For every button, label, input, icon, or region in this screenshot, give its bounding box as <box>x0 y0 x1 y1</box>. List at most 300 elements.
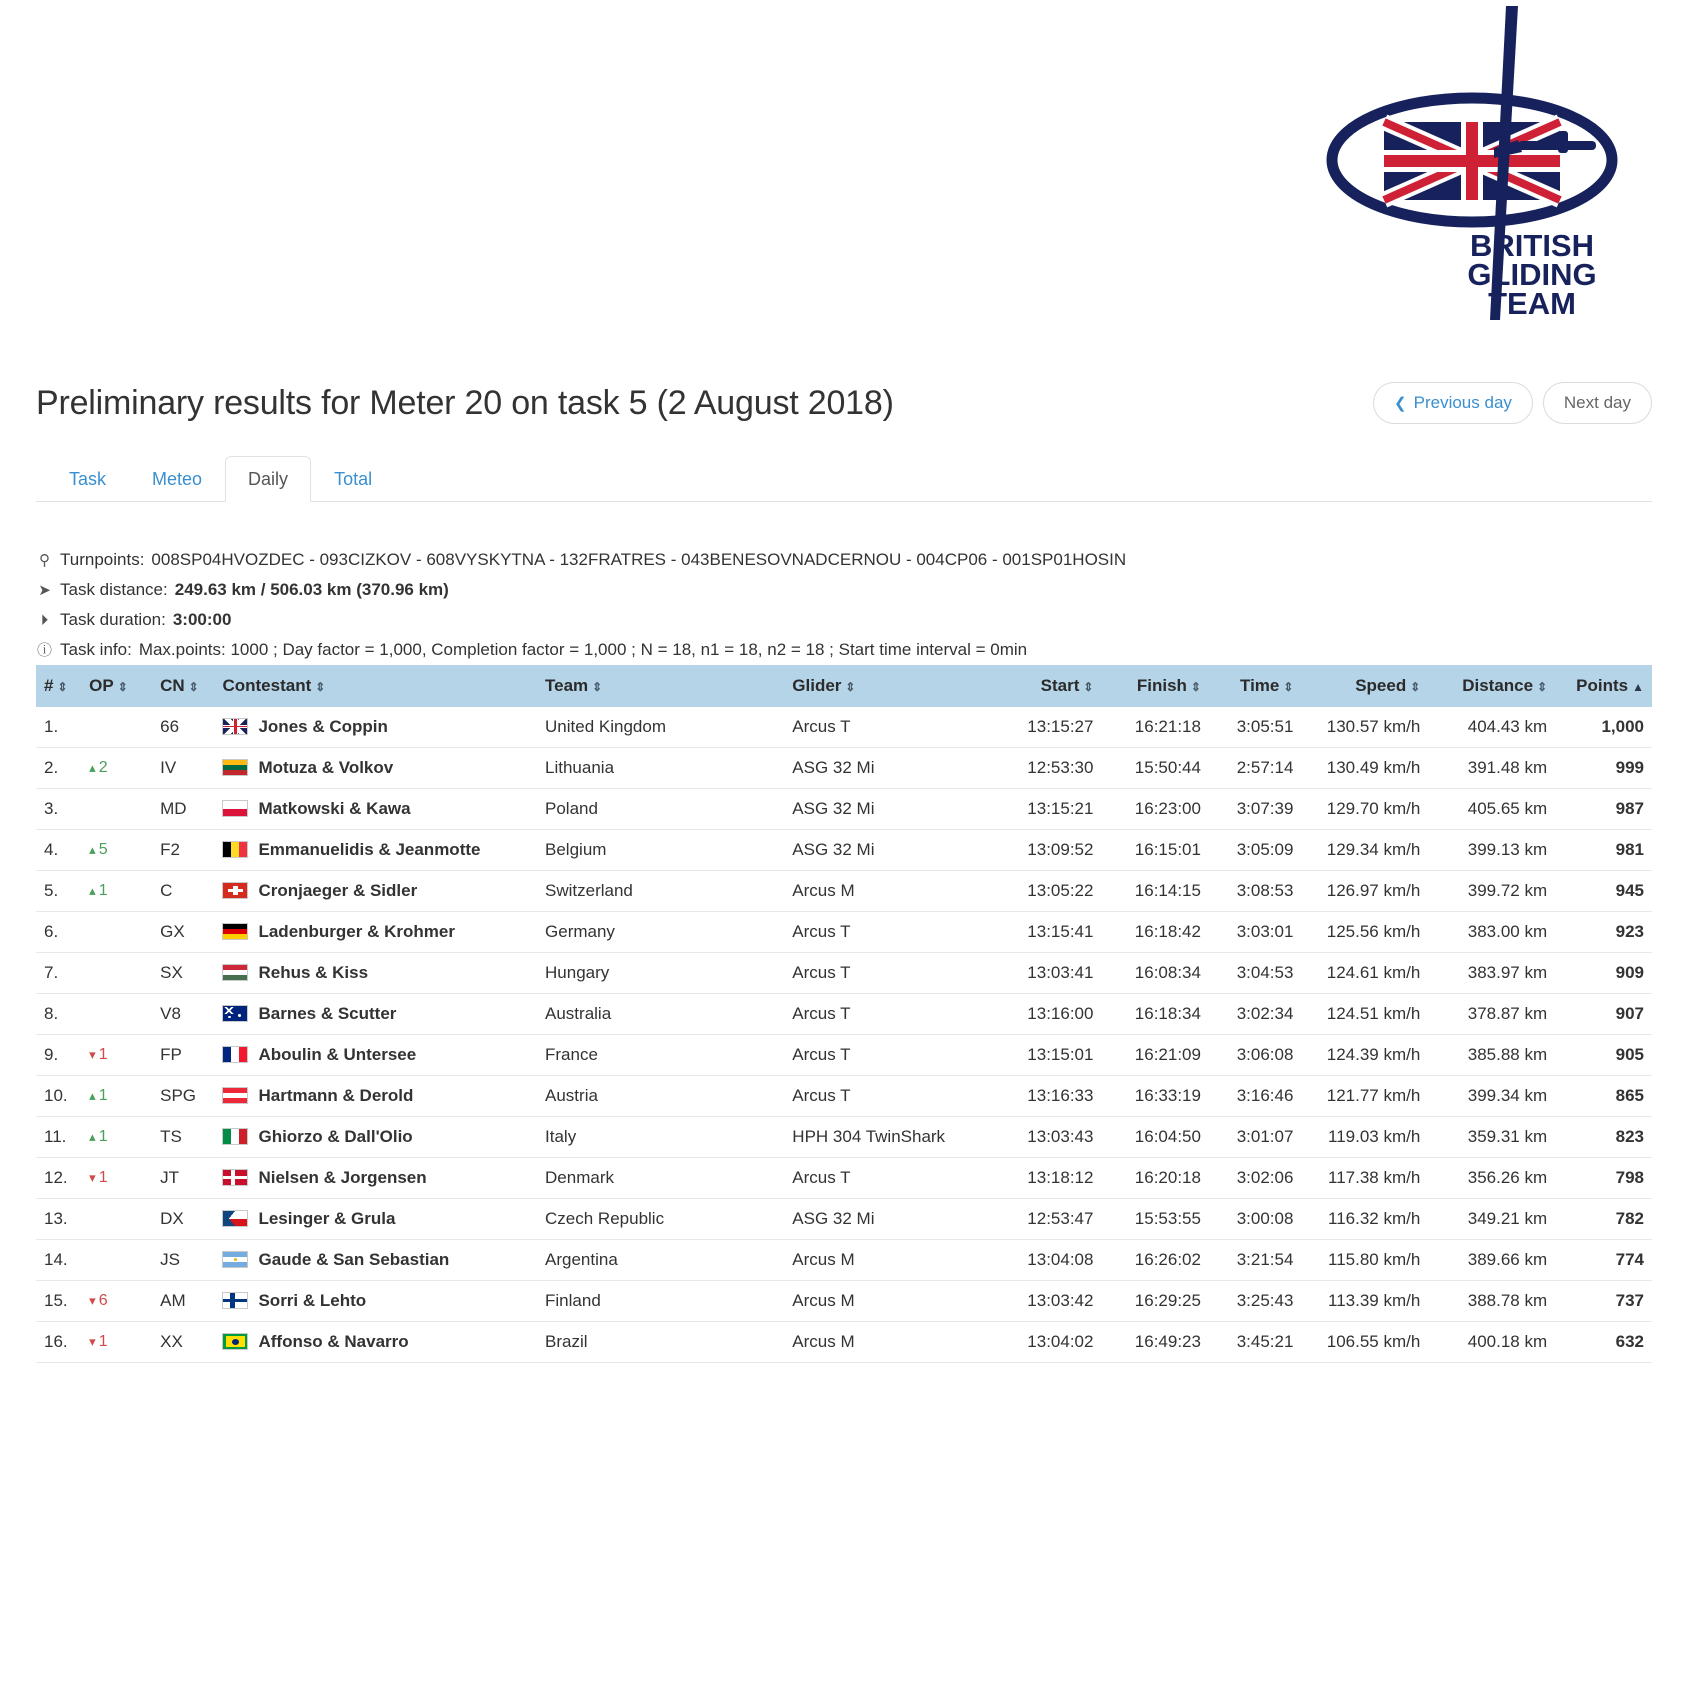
cell-op: ▴ 5 <box>81 830 152 871</box>
contestant-name: Cronjaeger & Sidler <box>258 881 418 900</box>
cell-speed: 106.55 km/h <box>1301 1322 1428 1363</box>
cell-glider: Arcus T <box>784 994 994 1035</box>
cell-time: 3:05:09 <box>1209 830 1301 871</box>
table-row[interactable] <box>36 994 1652 1035</box>
cell-time: 3:03:01 <box>1209 912 1301 953</box>
col-finish[interactable] <box>1101 665 1209 707</box>
tab-meteo[interactable]: Meteo <box>152 469 203 489</box>
cell-finish: 16:20:18 <box>1101 1158 1209 1199</box>
cell-cn[interactable]: 66 <box>152 707 214 748</box>
col-glider[interactable] <box>784 665 994 707</box>
cell-cn[interactable]: XX <box>152 1322 214 1363</box>
contestant-name: Rehus & Kiss <box>258 963 369 982</box>
flag-icon <box>222 1005 248 1022</box>
sort-icon: ⇕ <box>1410 680 1421 694</box>
cell-rank: 16. <box>36 1322 81 1363</box>
sort-icon: ⇕ <box>315 680 326 694</box>
cell-finish: 16:08:34 <box>1101 953 1209 994</box>
cell-speed: 116.32 km/h <box>1301 1199 1428 1240</box>
cell-op: ▾ 1 <box>81 1158 152 1199</box>
cell-team: United Kingdom <box>537 707 784 748</box>
cell-team: Australia <box>537 994 784 1035</box>
clock-icon: ⏵ <box>40 612 49 629</box>
cell-contestant <box>214 1035 537 1076</box>
cell-glider: Arcus M <box>784 1322 994 1363</box>
turnpoints-label: Turnpoints: <box>60 550 145 569</box>
cell-glider: ASG 32 Mi <box>784 789 994 830</box>
cell-team: Poland <box>537 789 784 830</box>
flag-icon <box>222 1046 248 1063</box>
cell-contestant <box>214 1322 537 1363</box>
table-row[interactable] <box>36 871 1652 912</box>
cell-speed: 124.39 km/h <box>1301 1035 1428 1076</box>
next-day-label: Next day <box>1563 393 1631 412</box>
cell-start: 13:04:08 <box>994 1240 1102 1281</box>
col-contestant[interactable] <box>214 665 537 707</box>
cell-rank: 7. <box>36 953 81 994</box>
cell-finish: 16:15:01 <box>1101 830 1209 871</box>
cell-distance: 404.43 km <box>1428 707 1555 748</box>
cell-start: 13:18:12 <box>994 1158 1102 1199</box>
previous-day-button[interactable] <box>1373 382 1533 424</box>
cell-rank: 10. <box>36 1076 81 1117</box>
location-pin-icon: ⚲ <box>39 552 50 569</box>
cell-distance: 405.65 km <box>1428 789 1555 830</box>
cell-team: Switzerland <box>537 871 784 912</box>
cell-start: 13:15:01 <box>994 1035 1102 1076</box>
cell-cn[interactable]: FP <box>152 1035 214 1076</box>
flag-icon <box>222 1251 248 1268</box>
col-rank-label: # <box>44 676 54 695</box>
table-row[interactable] <box>36 1199 1652 1240</box>
cell-op <box>81 1199 152 1240</box>
cell-points: 823 <box>1555 1117 1652 1158</box>
cell-speed: 130.57 km/h <box>1301 707 1428 748</box>
cell-start: 13:15:41 <box>994 912 1102 953</box>
cell-speed: 117.38 km/h <box>1301 1158 1428 1199</box>
col-finish-label: Finish <box>1136 676 1187 695</box>
cell-distance: 388.78 km <box>1428 1281 1555 1322</box>
cell-distance: 399.72 km <box>1428 871 1555 912</box>
flag-icon <box>222 800 248 817</box>
contestant-name: Motuza & Volkov <box>258 758 394 777</box>
cell-glider: Arcus M <box>784 1281 994 1322</box>
table-row[interactable] <box>36 1076 1652 1117</box>
cell-cn[interactable]: JT <box>152 1158 214 1199</box>
task-duration-row <box>36 605 1652 635</box>
cell-team: Lithuania <box>537 748 784 789</box>
table-row[interactable] <box>36 830 1652 871</box>
cell-rank: 8. <box>36 994 81 1035</box>
cell-start: 13:15:27 <box>994 707 1102 748</box>
contestant-name: Nielsen & Jorgensen <box>258 1168 427 1187</box>
table-row[interactable] <box>36 1281 1652 1322</box>
cell-cn[interactable]: C <box>152 871 214 912</box>
cell-speed: 129.34 km/h <box>1301 830 1428 871</box>
table-row[interactable] <box>36 707 1652 748</box>
page-title: Preliminary results for Meter 20 on task 5 (2 August 2018) <box>36 383 894 422</box>
task-duration-value: 3:00:00 <box>172 610 232 629</box>
sort-icon: ⇕ <box>592 680 603 694</box>
cell-finish: 16:18:42 <box>1101 912 1209 953</box>
cell-time: 3:02:06 <box>1209 1158 1301 1199</box>
cell-rank: 1. <box>36 707 81 748</box>
col-op[interactable] <box>81 665 152 707</box>
cell-rank: 5. <box>36 871 81 912</box>
cell-points: 737 <box>1555 1281 1652 1322</box>
cell-time: 3:07:39 <box>1209 789 1301 830</box>
cell-speed: 124.51 km/h <box>1301 994 1428 1035</box>
flag-icon <box>222 923 248 940</box>
col-cn[interactable] <box>152 665 214 707</box>
results-table <box>36 665 1652 1363</box>
cell-points: 987 <box>1555 789 1652 830</box>
flag-icon <box>222 1210 248 1227</box>
chevron-left-icon: ❮ <box>1394 394 1407 412</box>
contestant-name: Emmanuelidis & Jeanmotte <box>258 840 481 859</box>
cell-speed: 129.70 km/h <box>1301 789 1428 830</box>
title-row <box>36 382 1652 424</box>
cell-finish: 16:04:50 <box>1101 1117 1209 1158</box>
table-row[interactable] <box>36 1117 1652 1158</box>
cell-cn[interactable]: GX <box>152 912 214 953</box>
cell-rank: 3. <box>36 789 81 830</box>
cell-cn[interactable]: TS <box>152 1117 214 1158</box>
col-rank[interactable] <box>36 665 81 707</box>
cell-distance: 391.48 km <box>1428 748 1555 789</box>
cell-op <box>81 912 152 953</box>
cell-speed: 121.77 km/h <box>1301 1076 1428 1117</box>
turnpoints-row <box>36 545 1652 575</box>
cell-cn[interactable]: MD <box>152 789 214 830</box>
flag-icon <box>222 1292 248 1309</box>
cell-points: 632 <box>1555 1322 1652 1363</box>
cell-finish: 15:53:55 <box>1101 1199 1209 1240</box>
cell-speed: 130.49 km/h <box>1301 748 1428 789</box>
cell-rank: 12. <box>36 1158 81 1199</box>
cell-contestant <box>214 871 537 912</box>
task-duration-label: Task duration: <box>60 610 166 629</box>
cell-op <box>81 953 152 994</box>
col-speed-label: Speed <box>1355 676 1407 695</box>
cell-distance: 356.26 km <box>1428 1158 1555 1199</box>
cell-distance: 399.13 km <box>1428 830 1555 871</box>
cell-speed: 115.80 km/h <box>1301 1240 1428 1281</box>
cell-cn[interactable]: DX <box>152 1199 214 1240</box>
cell-time: 3:01:07 <box>1209 1117 1301 1158</box>
tab-task[interactable]: Task <box>69 469 107 489</box>
contestant-name: Aboulin & Untersee <box>258 1045 417 1064</box>
flag-icon <box>222 1169 248 1186</box>
sort-icon: ⇕ <box>1537 680 1548 694</box>
cell-team: Italy <box>537 1117 784 1158</box>
cell-contestant <box>214 830 537 871</box>
sort-icon: ⇕ <box>1190 680 1201 694</box>
day-navigation <box>1373 382 1652 424</box>
table-row[interactable] <box>36 1158 1652 1199</box>
cell-time: 3:05:51 <box>1209 707 1301 748</box>
cell-op: ▴ 1 <box>81 1076 152 1117</box>
flag-icon <box>222 841 248 858</box>
cell-cn[interactable]: SPG <box>152 1076 214 1117</box>
col-team[interactable] <box>537 665 784 707</box>
contestant-name: Affonso & Navarro <box>258 1332 409 1351</box>
cell-team: Austria <box>537 1076 784 1117</box>
cell-contestant <box>214 1199 537 1240</box>
col-distance[interactable] <box>1428 665 1555 707</box>
cell-distance: 378.87 km <box>1428 994 1555 1035</box>
cell-rank: 9. <box>36 1035 81 1076</box>
cell-distance: 389.66 km <box>1428 1240 1555 1281</box>
contestant-name: Lesinger & Grula <box>258 1209 396 1228</box>
sort-icon: ⇕ <box>1083 680 1094 694</box>
cell-glider: Arcus T <box>784 1035 994 1076</box>
contestant-name: Ghiorzo & Dall'Olio <box>258 1127 413 1146</box>
sort-icon: ⇕ <box>188 680 199 694</box>
cell-cn[interactable]: IV <box>152 748 214 789</box>
cell-distance: 383.00 km <box>1428 912 1555 953</box>
cell-points: 782 <box>1555 1199 1652 1240</box>
flag-icon <box>222 964 248 981</box>
logo-line2: GLIDING <box>1467 257 1597 292</box>
cell-rank: 4. <box>36 830 81 871</box>
cell-contestant <box>214 1158 537 1199</box>
cell-op: ▴ 1 <box>81 871 152 912</box>
cell-team: Belgium <box>537 830 784 871</box>
cell-distance: 399.34 km <box>1428 1076 1555 1117</box>
cell-rank: 13. <box>36 1199 81 1240</box>
cell-rank: 6. <box>36 912 81 953</box>
sort-icon: ⇕ <box>1283 680 1294 694</box>
cell-start: 13:03:43 <box>994 1117 1102 1158</box>
cell-finish: 16:49:23 <box>1101 1322 1209 1363</box>
previous-day-label: Previous day <box>1413 393 1512 412</box>
cell-op: ▴ 1 <box>81 1117 152 1158</box>
cell-contestant <box>214 1240 537 1281</box>
cell-points: 905 <box>1555 1035 1652 1076</box>
cell-speed: 124.61 km/h <box>1301 953 1428 994</box>
cell-start: 13:09:52 <box>994 830 1102 871</box>
table-row[interactable] <box>36 1240 1652 1281</box>
col-start[interactable] <box>994 665 1102 707</box>
cell-speed: 126.97 km/h <box>1301 871 1428 912</box>
cell-contestant <box>214 748 537 789</box>
cell-cn[interactable]: F2 <box>152 830 214 871</box>
flag-icon <box>222 718 248 735</box>
cell-contestant <box>214 707 537 748</box>
cell-contestant <box>214 994 537 1035</box>
cell-glider: Arcus T <box>784 912 994 953</box>
table-row[interactable] <box>36 1035 1652 1076</box>
tab-total[interactable]: Total <box>334 469 373 489</box>
cell-points: 798 <box>1555 1158 1652 1199</box>
task-distance-row <box>36 575 1652 605</box>
cell-finish: 16:29:25 <box>1101 1281 1209 1322</box>
contestant-name: Jones & Coppin <box>258 717 388 736</box>
cell-op <box>81 994 152 1035</box>
contestant-name: Hartmann & Derold <box>258 1086 414 1105</box>
cell-start: 13:15:21 <box>994 789 1102 830</box>
cell-team: Hungary <box>537 953 784 994</box>
cell-op: ▾ 1 <box>81 1322 152 1363</box>
cell-glider: Arcus T <box>784 1076 994 1117</box>
cell-glider: Arcus T <box>784 707 994 748</box>
cell-points: 907 <box>1555 994 1652 1035</box>
table-body <box>36 707 1652 1363</box>
cell-start: 12:53:47 <box>994 1199 1102 1240</box>
cell-start: 13:04:02 <box>994 1322 1102 1363</box>
british-gliding-team-logo <box>1322 0 1652 340</box>
cell-finish: 16:21:18 <box>1101 707 1209 748</box>
flag-icon <box>222 1333 248 1350</box>
col-glider-label: Glider <box>792 676 842 695</box>
contestant-name: Matkowski & Kawa <box>258 799 411 818</box>
cell-time: 2:57:14 <box>1209 748 1301 789</box>
cell-points: 865 <box>1555 1076 1652 1117</box>
cell-distance: 383.97 km <box>1428 953 1555 994</box>
cell-time: 3:00:08 <box>1209 1199 1301 1240</box>
flag-icon <box>222 1087 248 1104</box>
cell-finish: 15:50:44 <box>1101 748 1209 789</box>
cell-glider: ASG 32 Mi <box>784 830 994 871</box>
cell-cn[interactable]: V8 <box>152 994 214 1035</box>
cell-team: Finland <box>537 1281 784 1322</box>
tab-daily[interactable]: Daily <box>225 456 311 502</box>
cell-time: 3:02:34 <box>1209 994 1301 1035</box>
table-row[interactable] <box>36 748 1652 789</box>
cell-distance: 349.21 km <box>1428 1199 1555 1240</box>
task-info-label: Task info: <box>60 640 132 659</box>
table-row[interactable] <box>36 912 1652 953</box>
contestant-name: Ladenburger & Krohmer <box>258 922 455 941</box>
contestant-name: Gaude & San Sebastian <box>258 1250 450 1269</box>
cell-glider: Arcus M <box>784 871 994 912</box>
col-op-label: OP <box>89 676 114 695</box>
col-points[interactable] <box>1555 665 1652 707</box>
header-row <box>36 665 1652 707</box>
cell-rank: 14. <box>36 1240 81 1281</box>
task-info-row <box>36 635 1652 665</box>
col-cn-label: CN <box>160 676 185 695</box>
cell-time: 3:04:53 <box>1209 953 1301 994</box>
flag-icon <box>222 882 248 899</box>
cell-speed: 113.39 km/h <box>1301 1281 1428 1322</box>
contestant-name: Sorri & Lehto <box>258 1291 367 1310</box>
cell-glider: ASG 32 Mi <box>784 1199 994 1240</box>
cell-distance: 359.31 km <box>1428 1117 1555 1158</box>
task-distance-value: 249.63 km / 506.03 km (370.96 km) <box>174 580 449 599</box>
info-circle-icon: ⓘ <box>36 642 52 659</box>
cell-team: Czech Republic <box>537 1199 784 1240</box>
flag-icon <box>222 759 248 776</box>
col-contestant-label: Contestant <box>222 676 312 695</box>
flag-icon <box>222 1128 248 1145</box>
cell-op: ▾ 6 <box>81 1281 152 1322</box>
cell-cn[interactable]: SX <box>152 953 214 994</box>
cell-points: 999 <box>1555 748 1652 789</box>
cell-start: 13:16:00 <box>994 994 1102 1035</box>
cell-finish: 16:23:00 <box>1101 789 1209 830</box>
col-time[interactable] <box>1209 665 1301 707</box>
cell-finish: 16:26:02 <box>1101 1240 1209 1281</box>
col-team-label: Team <box>545 676 589 695</box>
cell-cn[interactable]: JS <box>152 1240 214 1281</box>
cell-team: Brazil <box>537 1322 784 1363</box>
turnpoints-value: 008SP04HVOZDEC - 093CIZKOV - 608VYSKYTNA - 132FRATRES - 043BENESOVNADCERNOU - 004CP06 - 001SP01HOSIN <box>151 550 1127 569</box>
cell-rank: 2. <box>36 748 81 789</box>
cell-rank: 15. <box>36 1281 81 1322</box>
task-info-block <box>36 545 1652 665</box>
sort-icon: ⇕ <box>845 680 856 694</box>
cell-distance: 400.18 km <box>1428 1322 1555 1363</box>
sort-icon: ⇕ <box>117 680 128 694</box>
cell-time: 3:21:54 <box>1209 1240 1301 1281</box>
task-info-value: Max.points: 1000 ; Day factor = 1,000, Completion factor = 1,000 ; N = 18, n1 = 18, n2 = 18 ; Start time interval = 0min <box>138 640 1028 659</box>
cell-team: Denmark <box>537 1158 784 1199</box>
cell-glider: Arcus M <box>784 1240 994 1281</box>
cell-finish: 16:18:34 <box>1101 994 1209 1035</box>
cell-rank: 11. <box>36 1117 81 1158</box>
cell-start: 13:03:42 <box>994 1281 1102 1322</box>
cell-glider: HPH 304 TwinShark <box>784 1117 994 1158</box>
cell-team: Argentina <box>537 1240 784 1281</box>
cell-points: 945 <box>1555 871 1652 912</box>
cell-start: 13:16:33 <box>994 1076 1102 1117</box>
next-day-button[interactable] <box>1543 382 1652 424</box>
cell-finish: 16:21:09 <box>1101 1035 1209 1076</box>
cell-glider: Arcus T <box>784 953 994 994</box>
cell-speed: 119.03 km/h <box>1301 1117 1428 1158</box>
col-speed[interactable] <box>1301 665 1428 707</box>
cell-cn[interactable]: AM <box>152 1281 214 1322</box>
cell-points: 774 <box>1555 1240 1652 1281</box>
cell-time: 3:25:43 <box>1209 1281 1301 1322</box>
sort-asc-icon: ▲ <box>1632 680 1644 694</box>
sort-icon: ⇕ <box>57 680 68 694</box>
cell-op <box>81 789 152 830</box>
table-row[interactable] <box>36 953 1652 994</box>
cell-contestant <box>214 953 537 994</box>
col-distance-label: Distance <box>1462 676 1534 695</box>
contestant-name: Barnes & Scutter <box>258 1004 397 1023</box>
cell-glider: ASG 32 Mi <box>784 748 994 789</box>
table-row[interactable] <box>36 1322 1652 1363</box>
cell-contestant <box>214 789 537 830</box>
cell-op <box>81 707 152 748</box>
task-distance-label: Task distance: <box>60 580 168 599</box>
cell-points: 1,000 <box>1555 707 1652 748</box>
tab-bar <box>36 455 1652 502</box>
cell-contestant <box>214 1076 537 1117</box>
cell-points: 909 <box>1555 953 1652 994</box>
cell-start: 13:03:41 <box>994 953 1102 994</box>
cell-team: France <box>537 1035 784 1076</box>
cell-start: 12:53:30 <box>994 748 1102 789</box>
cell-team: Germany <box>537 912 784 953</box>
cell-time: 3:45:21 <box>1209 1322 1301 1363</box>
cell-glider: Arcus T <box>784 1158 994 1199</box>
logo-line1: BRITISH <box>1470 228 1594 263</box>
cell-points: 923 <box>1555 912 1652 953</box>
paper-plane-icon: ➤ <box>38 582 51 599</box>
cell-contestant <box>214 1117 537 1158</box>
cell-contestant <box>214 1281 537 1322</box>
table-row[interactable] <box>36 789 1652 830</box>
col-points-label: Points <box>1576 676 1629 695</box>
cell-time: 3:06:08 <box>1209 1035 1301 1076</box>
cell-points: 981 <box>1555 830 1652 871</box>
cell-finish: 16:33:19 <box>1101 1076 1209 1117</box>
